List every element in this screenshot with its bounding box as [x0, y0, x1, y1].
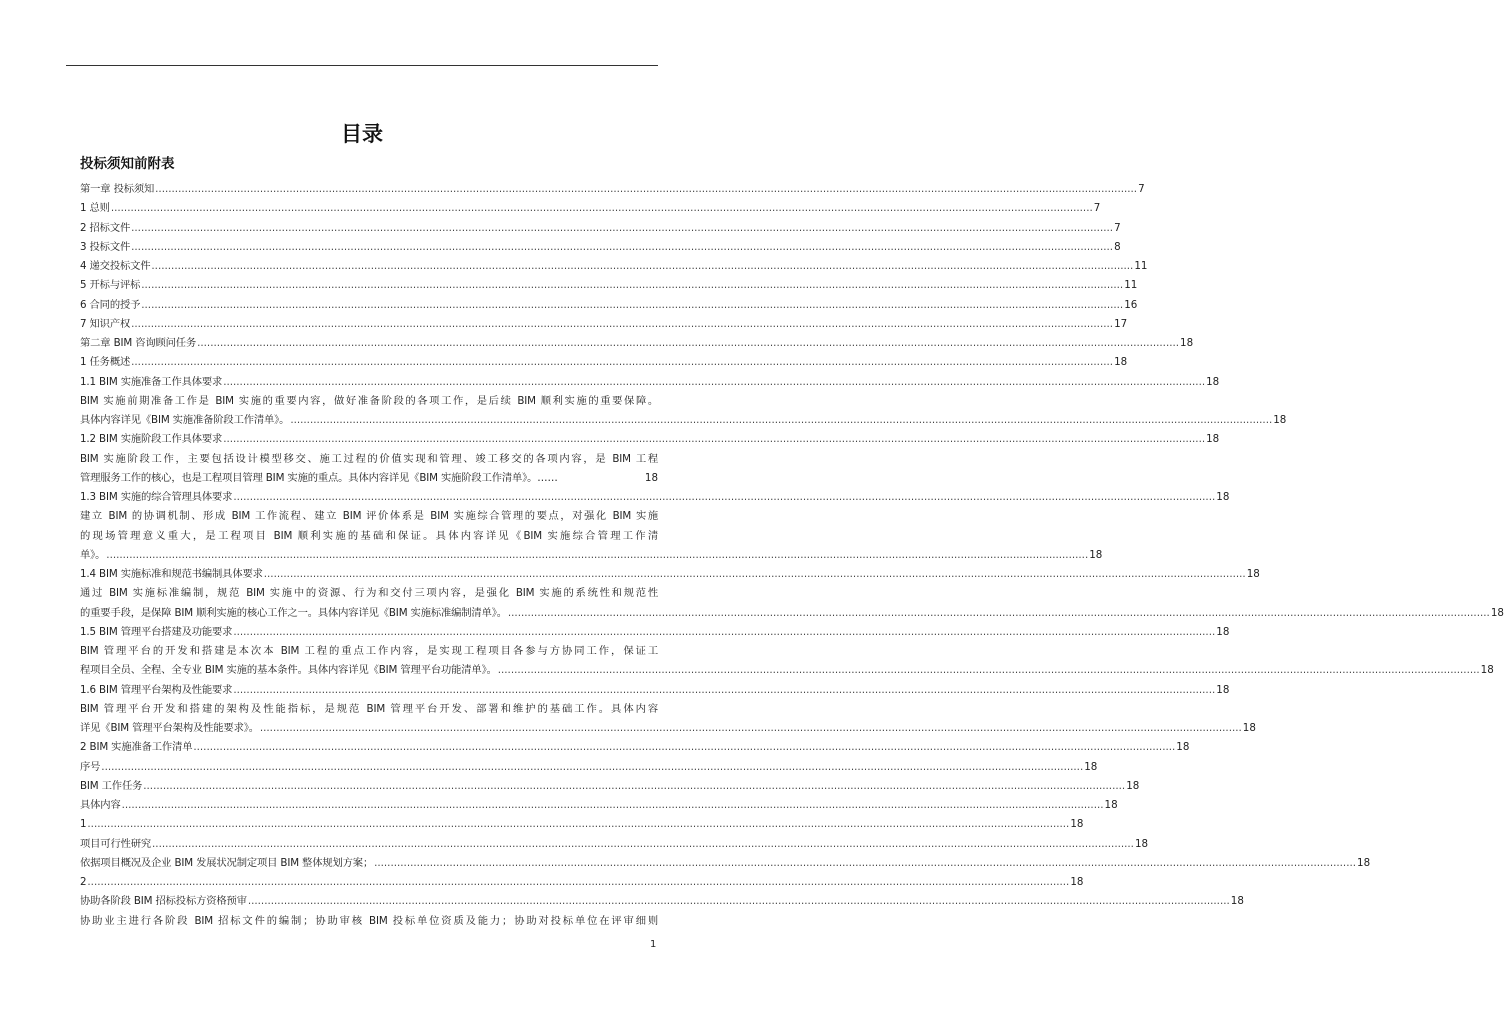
- toc-entry-text: 程项目全员、全程、全专业 BIM 实施的基本条件。具体内容详见《BIM 管理平台功能清单》。: [80, 664, 497, 677]
- toc-leader-dots: ............................................................................................................................................................................................................................................................................................................: [141, 279, 1124, 292]
- toc-leader-dots: ............................................................................................................................................................................................................................................................................................................: [507, 606, 1490, 619]
- toc-entry-text: 7 知识产权: [80, 317, 131, 330]
- toc-page-number: 18: [1273, 414, 1287, 426]
- toc-entry[interactable]: [80, 392, 658, 411]
- toc-leader-dots: ............................................................................................................................................................................................................................................................................................................: [131, 221, 1114, 234]
- toc-page-number: 18: [1480, 664, 1494, 677]
- table-of-contents: [80, 180, 1504, 931]
- toc-entry[interactable]: [80, 738, 1190, 757]
- section-heading: 投标须知前附表: [80, 156, 175, 172]
- toc-page-number: 18: [1176, 741, 1190, 754]
- toc-page-number: 18: [1230, 895, 1244, 908]
- toc-entry-text: 第二章 BIM 咨询顾问任务: [80, 337, 197, 349]
- toc-entry-text: BIM 管理平台开发和搭建的架构及性能指标，是规范 BIM 管理平台开发、部署和维护的基础工作。具体内容: [80, 702, 658, 715]
- toc-page-number: 18: [1206, 433, 1220, 446]
- toc-entry-text: 单》。: [80, 548, 106, 561]
- toc-entry[interactable]: [80, 353, 1128, 372]
- toc-leader-dots: ............................................................................................................................................................................................................................................................................................................: [131, 240, 1114, 253]
- toc-entry-text: 1 任务概述: [80, 356, 131, 369]
- toc-entry[interactable]: [80, 257, 1148, 276]
- toc-page-number: 18: [644, 471, 658, 484]
- toc-entry[interactable]: [80, 430, 1220, 449]
- toc-leader-dots: ............................................................................................................................................................................................................................................................................................................: [233, 491, 1216, 503]
- toc-entry[interactable]: [80, 296, 1138, 315]
- page-title: 目录: [341, 122, 383, 146]
- toc-entry[interactable]: [80, 565, 1260, 584]
- toc-leader-dots: ............................................................................................................................................................................................................................................................................................................: [290, 414, 1273, 426]
- toc-page-number: 18: [1216, 683, 1230, 696]
- toc-entry-text: 依据项目概况及企业 BIM 发展状况制定项目 BIM 整体规划方案；: [80, 856, 374, 869]
- toc-entry-text: 1.5 BIM 管理平台搭建及功能要求: [80, 625, 233, 638]
- toc-entry-text: 具体内容详见《BIM 实施准备阶段工作清单》。: [80, 414, 290, 426]
- toc-leader-dots: ............................................................................................................................................................................................................................................................................................................: [263, 568, 1246, 580]
- toc-leader-dots: ............................................................................................................................................................................................................................................................................................................: [233, 683, 1216, 696]
- toc-entry-text: 2: [80, 876, 87, 888]
- page-number: 1: [650, 939, 657, 950]
- toc-leader-dots: ............................................................................................................................................................................................................................................................................................................: [143, 779, 1126, 792]
- toc-entry[interactable]: [80, 815, 1084, 834]
- toc-entry-text: 1.2 BIM 实施阶段工作具体要求: [80, 433, 223, 446]
- toc-entry[interactable]: [80, 623, 1230, 642]
- toc-page-number: 18: [1246, 568, 1260, 580]
- toc-leader-dots: ............................................................................................................................................................................................................................................................................................................: [87, 818, 1070, 831]
- toc-page-number: 18: [1134, 837, 1149, 850]
- toc-entry-text: BIM 实施前期准备工作是 BIM 实施的重要内容，做好准备阶段的各项工作，是后续 BIM 顺利实施的重要保障。: [80, 394, 658, 407]
- toc-entry[interactable]: [80, 796, 1118, 815]
- toc-leader-dots: ............................................................................................................................................................................................................................................................................................................: [497, 664, 1480, 677]
- toc-page-number: 18: [1180, 337, 1194, 349]
- toc-entry-text: 第一章 投标须知: [80, 183, 155, 195]
- toc-entry[interactable]: [80, 642, 658, 661]
- toc-entry-text: 1: [80, 818, 87, 831]
- toc-entry-text: 1.4 BIM 实施标准和规范书编制具体要求: [80, 568, 263, 580]
- toc-entry-text: 详见《BIM 管理平台架构及性能要求》。: [80, 722, 259, 734]
- toc-leader-dots: ............................................................................................................................................................................................................................................................................................................: [233, 625, 1216, 638]
- toc-entry[interactable]: [80, 180, 1145, 199]
- toc-entry-text: 2 BIM 实施准备工作清单: [80, 741, 193, 754]
- toc-leader-dots: ............................................................................................................................................................................................................................................................................................................: [193, 741, 1176, 754]
- toc-page-number: 7: [1093, 202, 1101, 215]
- toc-entry-text: 的现场管理意义重大，是工程项目 BIM 顺利实施的基础和保证。具体内容详见《BIM 实施综合管理工作清: [80, 529, 658, 542]
- toc-entry[interactable]: [80, 238, 1121, 257]
- toc-entry[interactable]: [80, 758, 1098, 777]
- toc-entry-text: 1 总则: [80, 202, 110, 215]
- toc-entry-text: 通过 BIM 实施标准编制，规范 BIM 实施中的资源、行为和交付三项内容，是强化 BIM 实施的系统性和规范性: [80, 587, 658, 600]
- toc-entry[interactable]: [80, 334, 1194, 353]
- toc-leader-dots: ............................................................................................................................................................................................................................................................................................................: [87, 876, 1070, 888]
- toc-entry-text: 的重要手段，是保障 BIM 顺利实施的核心工作之一。具体内容详见《BIM 实施标准编制清单》。: [80, 606, 507, 619]
- toc-page-number: 8: [1114, 240, 1121, 253]
- toc-page-number: 18: [1070, 818, 1084, 831]
- toc-page-number: 18: [1490, 606, 1504, 619]
- toc-entry[interactable]: [80, 873, 1084, 892]
- toc-entry[interactable]: [80, 835, 1149, 854]
- toc-entry-text: 1.1 BIM 实施准备工作具体要求: [80, 375, 223, 388]
- toc-page-number: 18: [1357, 856, 1371, 869]
- header-rule: [66, 65, 658, 66]
- toc-page-number: 18: [1126, 779, 1140, 792]
- toc-entry-text: 具体内容: [80, 799, 121, 811]
- toc-entry-text: 1.3 BIM 实施的综合管理具体要求: [80, 491, 233, 503]
- toc-entry-text: 序号: [80, 760, 101, 773]
- toc-entry-text: 3 投标文件: [80, 240, 131, 253]
- toc-page-number: 18: [1216, 625, 1230, 638]
- toc-page-number: 18: [1114, 356, 1128, 369]
- toc-entry[interactable]: [80, 315, 1128, 334]
- toc-entry[interactable]: [80, 661, 1494, 680]
- toc-entry-text: 管理服务工作的核心，也是工程项目管理 BIM 实施的重点。具体内容详见《BIM 实施阶段工作清单》。……: [80, 471, 558, 484]
- toc-entry-text: 5 开标与评标: [80, 279, 141, 292]
- toc-page-number: 18: [1070, 876, 1084, 888]
- toc-entry[interactable]: [80, 700, 658, 719]
- toc-leader-dots: ............................................................................................................................................................................................................................................................................................................: [110, 202, 1093, 215]
- toc-leader-dots: ............................................................................................................................................................................................................................................................................................................: [141, 298, 1124, 311]
- toc-entry[interactable]: [80, 584, 658, 603]
- toc-page-number: 11: [1134, 260, 1148, 272]
- toc-entry[interactable]: [80, 373, 1220, 392]
- toc-entry[interactable]: [80, 546, 1103, 565]
- toc-leader-dots: ............................................................................................................................................................................................................................................................................................................: [131, 317, 1114, 330]
- toc-leader-dots: ............................................................................................................................................................................................................................................................................................................: [155, 183, 1138, 195]
- toc-leader-dots: ............................................................................................................................................................................................................................................................................................................: [151, 260, 1134, 272]
- toc-page-number: 11: [1124, 279, 1138, 292]
- toc-page-number: 18: [1104, 799, 1118, 811]
- toc-entry-text: 1.6 BIM 管理平台架构及性能要求: [80, 683, 233, 696]
- toc-entry[interactable]: [80, 854, 1371, 873]
- toc-entry-text: 项目可行性研究: [80, 837, 152, 850]
- toc-leader-dots: ............................................................................................................................................................................................................................................................................................................: [374, 856, 1357, 869]
- toc-entry-text: BIM 管理平台的开发和搭建是本次本 BIM 工程的重点工作内容，是实现工程项目各参与方协同工作，保证工: [80, 645, 658, 657]
- toc-leader-dots: ............................................................................................................................................................................................................................................................................................................: [121, 799, 1104, 811]
- toc-entry[interactable]: [80, 604, 1504, 623]
- toc-entry-text: 建立 BIM 的协调机制、形成 BIM 工作流程、建立 BIM 评价体系是 BIM 实施综合管理的要点，对强化 BIM 实施: [80, 510, 658, 523]
- toc-entry[interactable]: [80, 276, 1138, 295]
- toc-entry[interactable]: [80, 892, 1244, 911]
- toc-leader-dots: ............................................................................................................................................................................................................................................................................................................: [223, 375, 1206, 388]
- toc-leader-dots: ............................................................................................................................................................................................................................................................................................................: [259, 722, 1242, 734]
- toc-entry-text: 4 递交投标文件: [80, 260, 151, 272]
- toc-page-number: 7: [1138, 183, 1145, 195]
- toc-entry[interactable]: [80, 199, 1101, 218]
- toc-entry[interactable]: [80, 507, 658, 526]
- toc-entry-text: 2 招标文件: [80, 221, 131, 234]
- toc-page-number: 18: [1089, 548, 1103, 561]
- toc-leader-dots: ............................................................................................................................................................................................................................................................................................................: [197, 337, 1180, 349]
- toc-entry[interactable]: [80, 469, 658, 488]
- toc-entry-text: BIM 实施阶段工作，主要包括设计模型移交、施工过程的价值实现和管理、竣工移交的各项内容，是 BIM 工程: [80, 452, 658, 465]
- toc-entry-text: BIM 工作任务: [80, 779, 143, 792]
- toc-entry[interactable]: [80, 488, 1230, 507]
- toc-leader-dots: ............................................................................................................................................................................................................................................................................................................: [152, 837, 1134, 850]
- toc-page-number: 16: [1124, 298, 1138, 311]
- toc-entry[interactable]: [80, 411, 1287, 430]
- toc-page-number: 18: [1242, 722, 1256, 734]
- toc-page-number: 18: [1084, 760, 1098, 773]
- toc-leader-dots: ............................................................................................................................................................................................................................................................................................................: [106, 548, 1089, 561]
- toc-entry[interactable]: [80, 681, 1230, 700]
- toc-leader-dots: ............................................................................................................................................................................................................................................................................................................: [247, 895, 1230, 908]
- toc-entry-text: 协助业主进行各阶段 BIM 招标文件的编制；协助审核 BIM 投标单位资质及能力；协助对投标单位在评审细则: [80, 914, 658, 927]
- toc-entry[interactable]: [80, 450, 658, 469]
- toc-page-number: 17: [1114, 317, 1128, 330]
- toc-leader-dots: ............................................................................................................................................................................................................................................................................................................: [131, 356, 1114, 369]
- toc-entry[interactable]: [80, 719, 1256, 738]
- toc-entry-text: 协助各阶段 BIM 招标投标方资格预审: [80, 895, 247, 908]
- toc-page-number: 18: [1216, 491, 1230, 503]
- toc-page-number: 18: [1206, 375, 1220, 388]
- toc-leader-dots: ............................................................................................................................................................................................................................................................................................................: [101, 760, 1084, 773]
- toc-entry[interactable]: [80, 777, 1140, 796]
- toc-leader-dots: ............................................................................................................................................................................................................................................................................................................: [223, 433, 1206, 446]
- toc-entry[interactable]: [80, 219, 1121, 238]
- toc-entry[interactable]: [80, 912, 658, 931]
- toc-entry[interactable]: [80, 527, 658, 546]
- toc-page-number: 7: [1114, 221, 1121, 234]
- toc-entry-text: 6 合同的授予: [80, 298, 141, 311]
